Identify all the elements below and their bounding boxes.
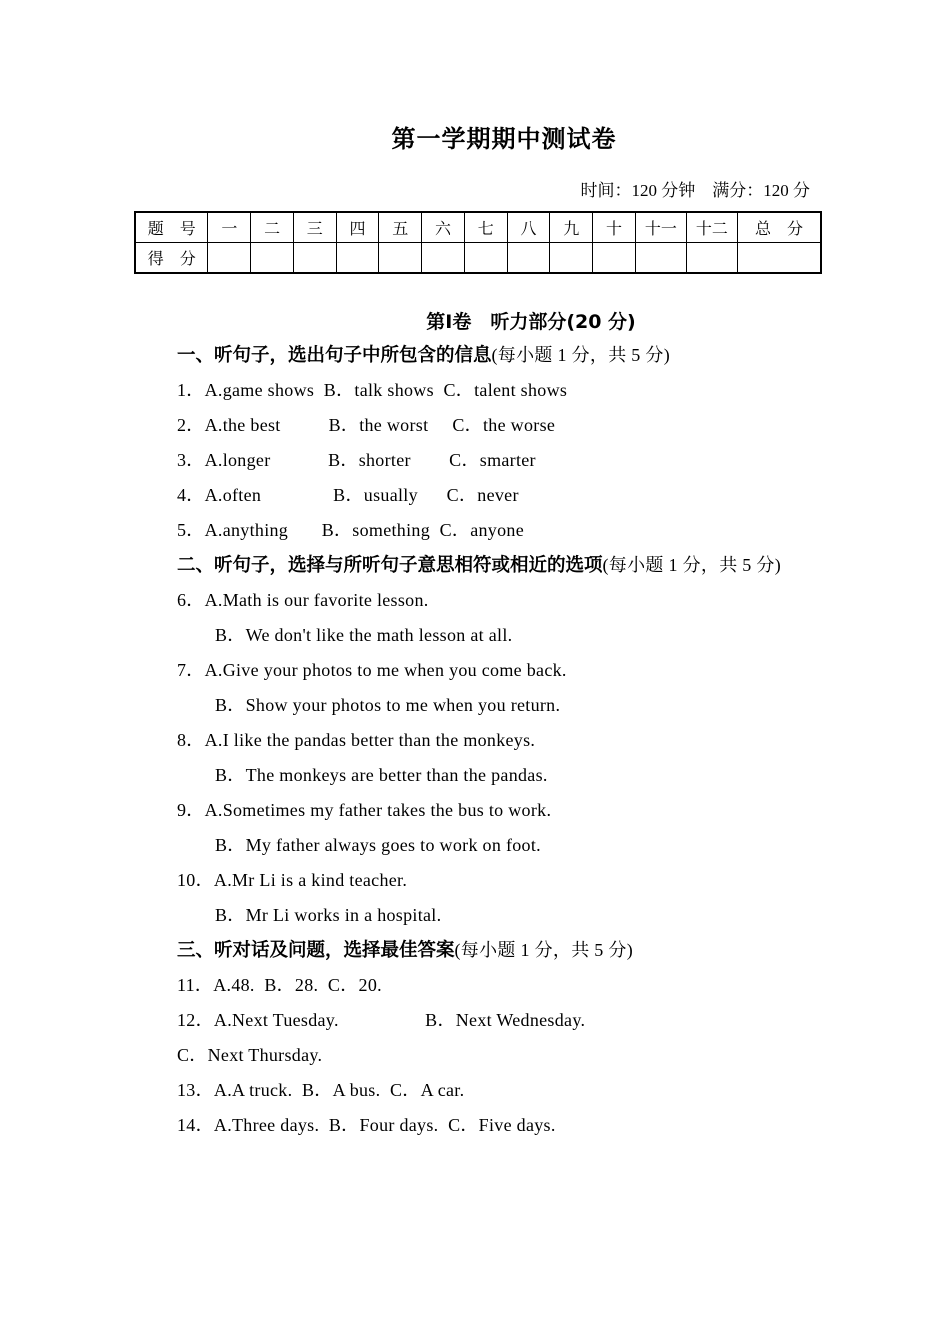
- time-score-info: 时间：120 分钟 满分：120 分: [580, 181, 810, 200]
- score-table-header-cell-9: 九: [550, 212, 593, 243]
- score-table-header-cell-12: 十二: [686, 212, 737, 243]
- question-line: 4．A.often B．usually C．never: [177, 485, 519, 505]
- question-line: 8．A.I like the pandas better than the monkeys.: [177, 730, 536, 750]
- section-heading-text: 二、听句子，选择与所听句子意思相符或相近的选项: [177, 555, 603, 576]
- section-heading: [0, 548, 950, 583]
- score-cell-empty-12: [686, 243, 737, 274]
- section-heading-text: 一、听句子，选出句子中所包含的信息: [177, 345, 492, 366]
- section-heading-points: (每小题 1 分，共 5 分): [491, 345, 671, 365]
- question-line: 7．A.Give your photos to me when you come back.: [177, 660, 567, 680]
- score-cell-empty-7: [464, 243, 507, 274]
- score-table-header-cell-6: 六: [422, 212, 465, 243]
- option-b-line: B．We don't like the math lesson at all.: [215, 625, 513, 645]
- option-b-line: B．The monkeys are better than the pandas.: [215, 765, 548, 785]
- question-line: 1．A.game shows B．talk shows C．talent shows: [177, 380, 568, 400]
- section-heading: [0, 933, 950, 968]
- score-cell-empty-3: [293, 243, 336, 274]
- score-row-label: 得 分: [135, 243, 208, 274]
- score-table-header-cell-3: 三: [293, 212, 336, 243]
- option-b-line: B．Show your photos to me when you return.: [215, 695, 561, 715]
- score-table-header-cell-5: 五: [379, 212, 422, 243]
- score-table-header-cell-11: 十一: [635, 212, 686, 243]
- section-heading-text: 三、听对话及问题，选择最佳答案: [177, 940, 455, 961]
- option-b-line: B．My father always goes to work on foot.: [215, 835, 541, 855]
- score-table-header-cell-0: 题 号: [135, 212, 208, 243]
- score-cell-empty-8: [507, 243, 550, 274]
- score-table-header-cell-7: 七: [464, 212, 507, 243]
- question-line: 10．A.Mr Li is a kind teacher.: [177, 870, 408, 890]
- score-cell-empty-1: [208, 243, 251, 274]
- score-table-header-cell-1: 一: [208, 212, 251, 243]
- page-title: 第一学期期中测试卷: [391, 125, 617, 153]
- score-table-score-row: [135, 243, 821, 274]
- score-cell-empty-13: [737, 243, 821, 274]
- question-line: 11．A.48. B．28. C．20.: [177, 975, 382, 995]
- question-line: 3．A.longer B．shorter C．smarter: [177, 450, 536, 470]
- score-cell-empty-6: [422, 243, 465, 274]
- score-table: [134, 211, 822, 274]
- score-cell-empty-4: [336, 243, 379, 274]
- score-table-header-cell-8: 八: [507, 212, 550, 243]
- score-table-header-cell-10: 十: [593, 212, 636, 243]
- option-b-line: B．Mr Li works in a hospital.: [215, 905, 442, 925]
- question-line: C．Next Thursday.: [177, 1045, 323, 1065]
- score-cell-empty-5: [379, 243, 422, 274]
- section-heading: [0, 338, 950, 373]
- question-area: [0, 338, 950, 1143]
- question-line: 13．A.A truck. B．A bus. C．A car.: [177, 1080, 465, 1100]
- part1-heading: 第Ⅰ卷 听力部分(20 分): [426, 311, 636, 333]
- score-table-header-cell-13: 总 分: [737, 212, 821, 243]
- section-heading-points: (每小题 1 分，共 5 分): [454, 940, 634, 960]
- score-cell-empty-10: [593, 243, 636, 274]
- score-cell-empty-9: [550, 243, 593, 274]
- score-table-header-row: [135, 212, 821, 243]
- question-line: 6．A.Math is our favorite lesson.: [177, 590, 429, 610]
- question-line: 12．A.Next Tuesday. B．Next Wednesday.: [177, 1010, 586, 1030]
- question-line: 5．A.anything B．something C．anyone: [177, 520, 524, 540]
- score-table-header-cell-2: 二: [251, 212, 294, 243]
- section-heading-points: (每小题 1 分，共 5 分): [602, 555, 782, 575]
- score-table-header-cell-4: 四: [336, 212, 379, 243]
- question-line: 9．A.Sometimes my father takes the bus to work.: [177, 800, 552, 820]
- score-cell-empty-11: [635, 243, 686, 274]
- question-line: 14．A.Three days. B．Four days. C．Five days.: [177, 1115, 556, 1135]
- question-line: 2．A.the best B．the worst C．the worse: [177, 415, 556, 435]
- score-cell-empty-2: [251, 243, 294, 274]
